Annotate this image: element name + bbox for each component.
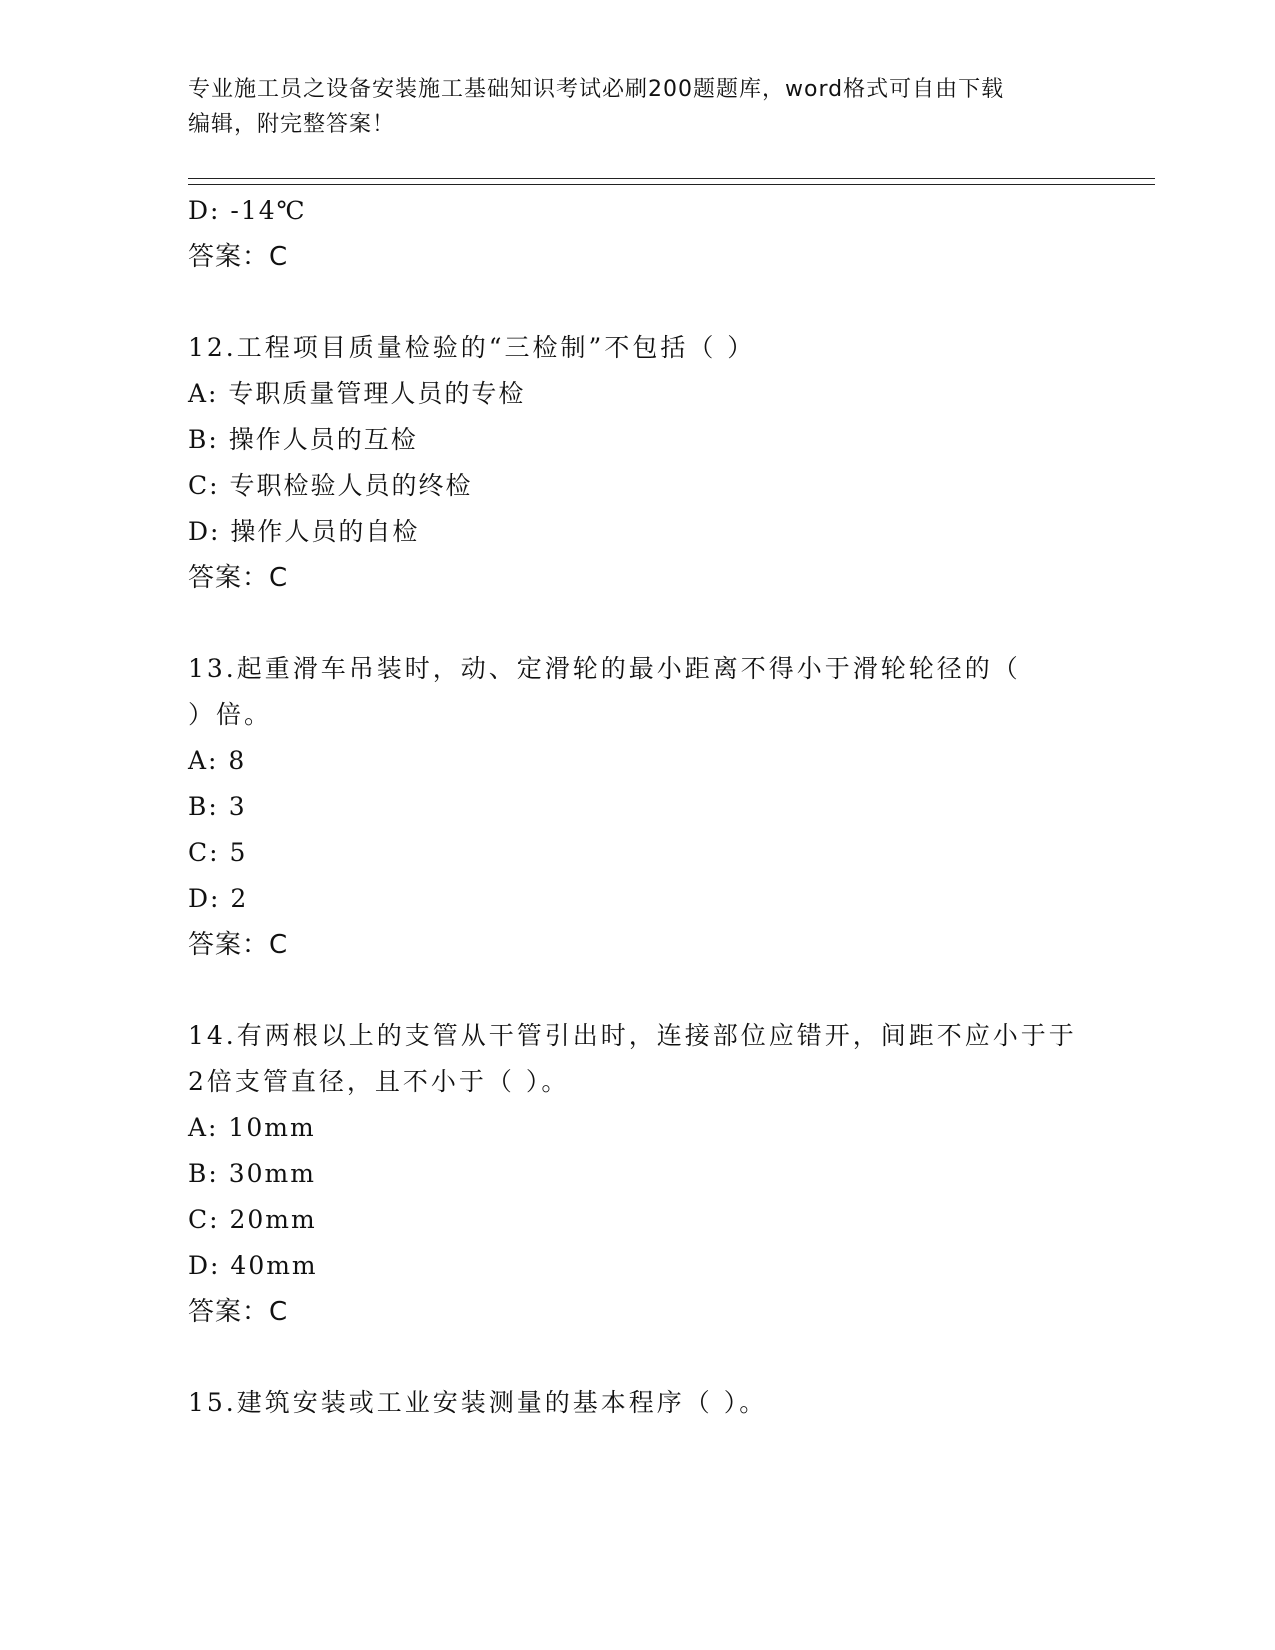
question-13	[188, 646, 1088, 968]
header-line-1: 专业施工员之设备安装施工基础知识考试必刷200题题库，word格式可自由下载	[188, 77, 1005, 102]
option-c: C: 专职检验人员的终检	[188, 471, 473, 500]
question-14	[188, 1013, 1088, 1335]
option-a: A: 10mm	[188, 1113, 316, 1142]
question-content	[188, 188, 1088, 1426]
document-header	[188, 72, 1088, 142]
option-b: B: 操作人员的互检	[188, 425, 418, 454]
prev-option-d: D: -14℃	[188, 196, 307, 225]
option-a: A: 8	[188, 746, 247, 775]
option-d: D: 操作人员的自检	[188, 517, 420, 546]
question-text: 15.建筑安装或工业安装测量的基本程序（ ）。	[188, 1388, 768, 1417]
option-c: C: 5	[188, 838, 248, 867]
answer: 答案：C	[188, 930, 289, 960]
option-c: C: 20mm	[188, 1205, 317, 1234]
question-text: 13.起重滑车吊装时，动、定滑轮的最小距离不得小于滑轮轮径的（	[188, 654, 1021, 683]
option-d: D: 40mm	[188, 1251, 318, 1280]
option-b: B: 30mm	[188, 1159, 316, 1188]
prev-answer: 答案：C	[188, 242, 289, 272]
question-text-cont: 2倍支管直径，且不小于（ ）。	[188, 1067, 570, 1096]
answer: 答案：C	[188, 563, 289, 593]
header-rule-bottom	[188, 184, 1155, 185]
answer: 答案：C	[188, 1297, 289, 1327]
question-text-cont: ）倍。	[188, 700, 273, 729]
option-b: B: 3	[188, 792, 247, 821]
header-rule-top	[188, 178, 1155, 179]
question-15	[188, 1380, 1088, 1426]
option-d: D: 2	[188, 884, 249, 913]
question-text: 14.有两根以上的支管从干管引出时，连接部位应错开，间距不应小于于	[188, 1021, 1077, 1050]
question-12	[188, 325, 1088, 601]
option-a: A: 专职质量管理人员的专检	[188, 379, 526, 408]
header-line-2: 编辑，附完整答案！	[188, 112, 396, 137]
question-text: 12.工程项目质量检验的“三检制”不包括（ ）	[188, 333, 756, 362]
